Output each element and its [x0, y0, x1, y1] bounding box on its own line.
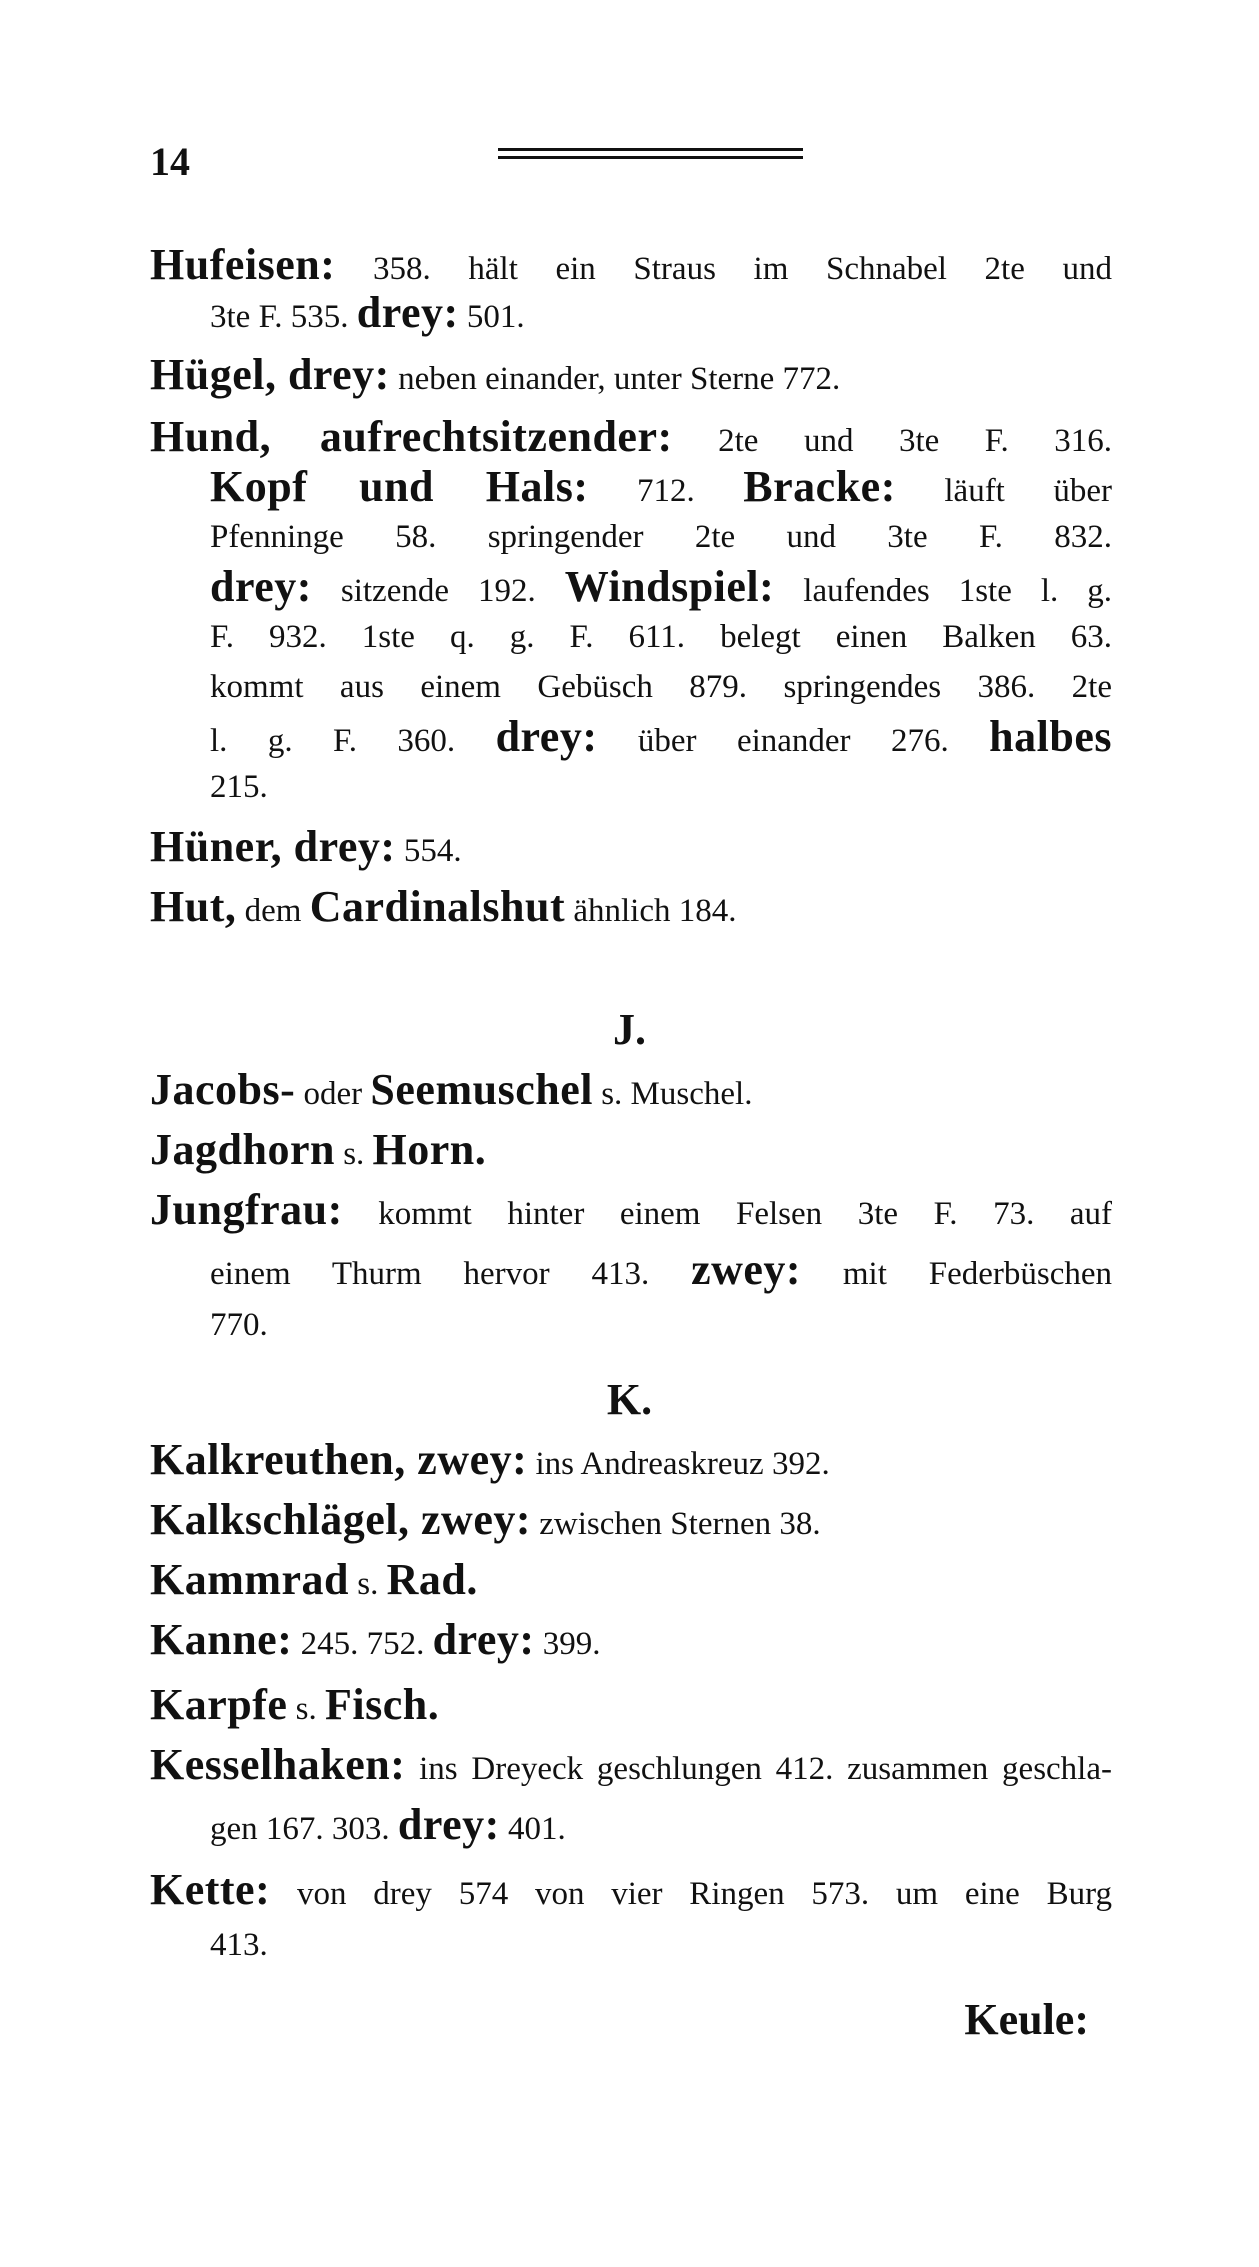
headword: Kopf und Hals:: [210, 462, 589, 511]
header-rule: [498, 148, 803, 159]
headword: Kanne:: [150, 1615, 293, 1664]
headword: Jacobs-: [150, 1065, 296, 1114]
text-line: [150, 1125, 1112, 1179]
section-letter: K.: [606, 1375, 653, 1424]
text-line: [210, 612, 1112, 662]
headword: drey:: [495, 712, 598, 761]
text-line: [150, 1185, 1112, 1235]
headword: zwey:: [691, 1245, 802, 1294]
text-line: [210, 712, 1112, 762]
entry-text: gen 167. 303.: [210, 1811, 398, 1847]
headword: Karpfe: [150, 1680, 288, 1729]
text-line: [210, 762, 1112, 812]
entry-text: läuft über: [895, 473, 1112, 509]
headword: Hut,: [150, 882, 237, 931]
entry-text: 215.: [210, 769, 268, 805]
headword: Jagdhorn: [150, 1125, 335, 1174]
text-line: [150, 822, 1112, 876]
headword: drey:: [210, 562, 312, 611]
text-line: [150, 1555, 1112, 1609]
text-line: [210, 512, 1112, 562]
text-line: [210, 1920, 1112, 1970]
entry-text: 245. 752.: [292, 1626, 433, 1662]
headword: Hund, aufrechtsitzender:: [150, 412, 673, 461]
text-line: [150, 412, 1112, 462]
text-line: [150, 882, 1112, 936]
text-line: [150, 1065, 1112, 1119]
text-line: [150, 1680, 1112, 1734]
text-line: [210, 1245, 1112, 1295]
text-line: [210, 1300, 1112, 1350]
text-line: [150, 1435, 1112, 1489]
entry-text: ins Dreyeck geschlungen 412. zusammen geschla-: [405, 1751, 1112, 1787]
page-number: 14: [150, 139, 190, 184]
entry-text: mit Federbüschen: [801, 1256, 1112, 1292]
catchword: Keule:: [964, 1995, 1089, 2044]
entry-text: s.: [287, 1691, 325, 1727]
headword: Windspiel:: [564, 562, 775, 611]
entry-text: zwischen Sternen 38.: [531, 1506, 821, 1542]
text-line: [210, 562, 1112, 612]
entry-text: einem Thurm hervor 413.: [210, 1256, 692, 1292]
headword: drey:: [356, 288, 459, 337]
headword: Kammrad: [150, 1555, 350, 1604]
entry-text: 413.: [210, 1927, 268, 1963]
entry-text: Pfenninge 58. springender 2te und 3te F. 832.: [210, 519, 1112, 555]
headword: Kesselhaken:: [150, 1740, 406, 1789]
text-line: [150, 1615, 1112, 1669]
entry-text: 501.: [458, 299, 525, 335]
headword: Horn.: [372, 1125, 487, 1174]
text-line: [210, 662, 1112, 712]
headword: Kalkreuthen, zwey:: [150, 1435, 528, 1484]
entry-text: l. g. F. 360.: [210, 723, 496, 759]
headword: Rad.: [386, 1555, 478, 1604]
entry-text: kommt hinter einem Felsen 3te F. 73. auf: [342, 1196, 1112, 1232]
entry-text: über einander 276.: [597, 723, 990, 759]
text-line: [210, 1800, 1112, 1854]
entry-text: 358. hält ein Straus im Schnabel 2te und: [335, 251, 1112, 287]
entry-text: laufendes 1ste l. g.: [774, 573, 1112, 609]
text-line: [150, 1740, 1112, 1790]
entry-text: F. 932. 1ste q. g. F. 611. belegt einen Balken 63.: [210, 619, 1112, 655]
headword: Seemuschel: [370, 1065, 593, 1114]
entry-text: neben einander, unter Sterne 772.: [389, 361, 841, 397]
headword: Hüner, drey:: [150, 822, 396, 871]
entry-text: sitzende 192.: [311, 573, 565, 609]
text-line: [210, 462, 1112, 512]
text-line: [150, 1495, 1112, 1549]
headword: Kette:: [150, 1865, 271, 1914]
entry-text: s.: [334, 1136, 373, 1172]
entry-text: 2te und 3te F. 316.: [672, 423, 1112, 459]
entry-text: oder: [295, 1076, 371, 1112]
entry-text: 399.: [534, 1626, 601, 1662]
headword: Hügel, drey:: [150, 350, 390, 399]
headword: Cardinalshut: [309, 882, 566, 931]
headword: drey:: [432, 1615, 535, 1664]
headword: halbes: [989, 712, 1112, 761]
headword: Jungfrau:: [150, 1185, 343, 1234]
entry-text: 712.: [588, 473, 744, 509]
headword: Fisch.: [325, 1680, 440, 1729]
entry-text: kommt aus einem Gebüsch 879. springendes 386. 2te: [210, 669, 1112, 705]
headword: drey:: [397, 1800, 500, 1849]
entry-text: von drey 574 von vier Ringen 573. um eine Burg: [270, 1876, 1112, 1912]
entry-text: 401.: [499, 1811, 566, 1847]
headword: Bracke:: [743, 462, 896, 511]
text-line: [150, 1865, 1112, 1915]
entry-text: 554.: [395, 833, 462, 869]
section-letter: J.: [613, 1005, 646, 1054]
entry-text: s. Muschel.: [592, 1076, 753, 1112]
entry-text: ähnlich 184.: [565, 893, 737, 929]
headword: Hufeisen:: [150, 240, 336, 289]
entry-text: ins Andreaskreuz 392.: [527, 1446, 830, 1482]
text-line: [150, 350, 1112, 404]
text-line: [150, 240, 1112, 290]
entry-text: 3te F. 535.: [210, 299, 357, 335]
entry-text: 770.: [210, 1307, 268, 1343]
entry-text: s.: [349, 1566, 387, 1602]
headword: Kalkschlägel, zwey:: [150, 1495, 532, 1544]
text-line: [210, 288, 1112, 342]
entry-text: dem: [236, 893, 310, 929]
